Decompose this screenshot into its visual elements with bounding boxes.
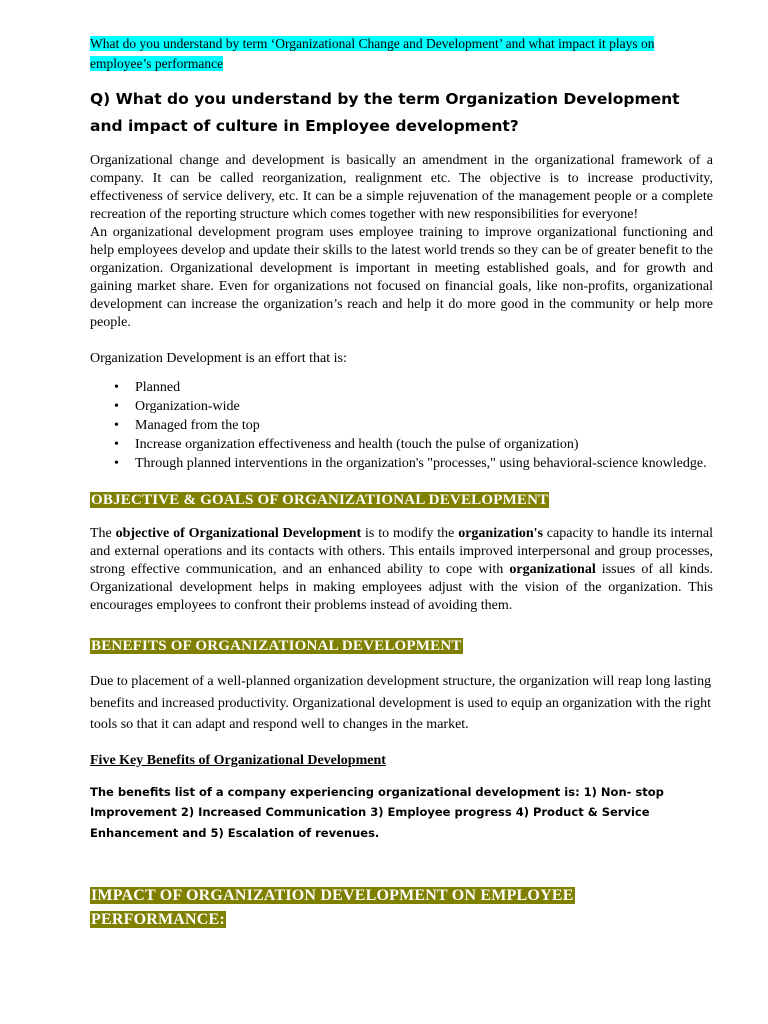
list-item-text: Organization-wide: [135, 399, 240, 414]
bold-run: organization's: [458, 526, 543, 541]
bullet-glyph: •: [114, 437, 119, 452]
list-item: [114, 416, 713, 435]
spacer: [90, 843, 713, 885]
spacer: [90, 332, 713, 350]
impact-section-heading-line-2: PERFORMANCE:: [91, 911, 225, 928]
bullet-glyph: •: [114, 456, 119, 471]
list-item-text: Managed from the top: [135, 418, 260, 433]
impact-section-heading-line-1: IMPACT OF ORGANIZATION DEVELOPMENT ON EMPLOYEE: [91, 887, 574, 904]
bullet-glyph: •: [114, 418, 119, 433]
text-run: issues of all kinds. Organizational development helps in making employees adjust with the vision of the organization. This encourages employees to confront their problems instead of avoiding them.: [90, 562, 713, 613]
objective-section-heading: OBJECTIVE & GOALS OF ORGANIZATIONAL DEVELOPMENT: [91, 492, 549, 508]
benefits-list-paragraph: The benefits list of a company experiencing organizational development is: 1) Non- stop Improvement 2) Increased Communication 3) Employee progress 4) Product & Service Enhancement and 5) Escalation of revenues.: [90, 784, 664, 840]
top-highlight-text: [90, 34, 713, 74]
highlighted-question: What do you understand by term ‘Organizational Change and Development’ and what impact it plays on employee’s performance: [90, 36, 655, 71]
list-item-text: Through planned interventions in the organization's "processes," using behavioral-science knowledge.: [135, 456, 707, 471]
benefits-paragraph: Due to placement of a well-planned organization development structure, the organization will reap long lasting benefits and increased productivity. Organizational development is used to equip an organization with the right tools so that it can adapt and respond well to changes in the market.: [90, 674, 712, 732]
intro-paragraph-1: Organizational change and development is basically an amendment in the organizational framework of a company. It can be called reorganization, realignment etc. The objective is to increase productivity, effectiveness of service delivery, etc. It can be a simple rejuvenation of the management people or a complete recreation of the reporting structure which comes together with new responsibilities for everyone!: [90, 153, 713, 222]
effort-intro: Organization Development is an effort that is:: [90, 351, 347, 366]
text-run: is to modify the: [361, 526, 459, 541]
effort-bullet-list: [90, 378, 713, 473]
objective-heading-block: [90, 489, 713, 511]
list-item-text: Planned: [135, 380, 181, 395]
list-item: [114, 378, 713, 397]
five-benefits-subheading: Five Key Benefits of Organizational Development: [90, 752, 386, 768]
list-item-text: Increase organization effectiveness and health (touch the pulse of organization): [135, 437, 579, 452]
bullet-glyph: •: [114, 399, 119, 414]
bullet-glyph: •: [114, 380, 119, 395]
bold-run: organizational: [509, 562, 596, 577]
question-heading: Q) What do you understand by the term Organization Development and impact of culture in Employee development?: [90, 90, 680, 135]
list-item: [114, 454, 713, 473]
list-item: [114, 435, 713, 454]
intro-paragraph-2: An organizational development program uses employee training to improve organizational functioning and help employees develop and update their skills to the latest world trends so they can be of greater benefit to the organization. Organizational development is important in meeting established goals, and for growth and gaining market share. Even for organizations not focused on financial goals, like non-profits, organizational development can increase the organization’s reach and help it do more good in the community or help more people.: [90, 225, 713, 330]
objective-paragraph: [90, 525, 713, 615]
bold-run: objective of Organizational Development: [115, 526, 362, 541]
text-run: The: [90, 526, 116, 541]
text-run: capacity to handle its internal and external operations and its contacts with others. This entails improved interpersonal and group processes, strong effective communication, and an enhanced ability to cope with: [90, 526, 714, 577]
list-item: [114, 397, 713, 416]
benefits-heading-block: [90, 635, 713, 657]
benefits-section-heading: BENEFITS OF ORGANIZATIONAL DEVELOPMENT: [91, 638, 462, 654]
document-page: [90, 34, 713, 933]
impact-heading-block: [90, 885, 713, 933]
